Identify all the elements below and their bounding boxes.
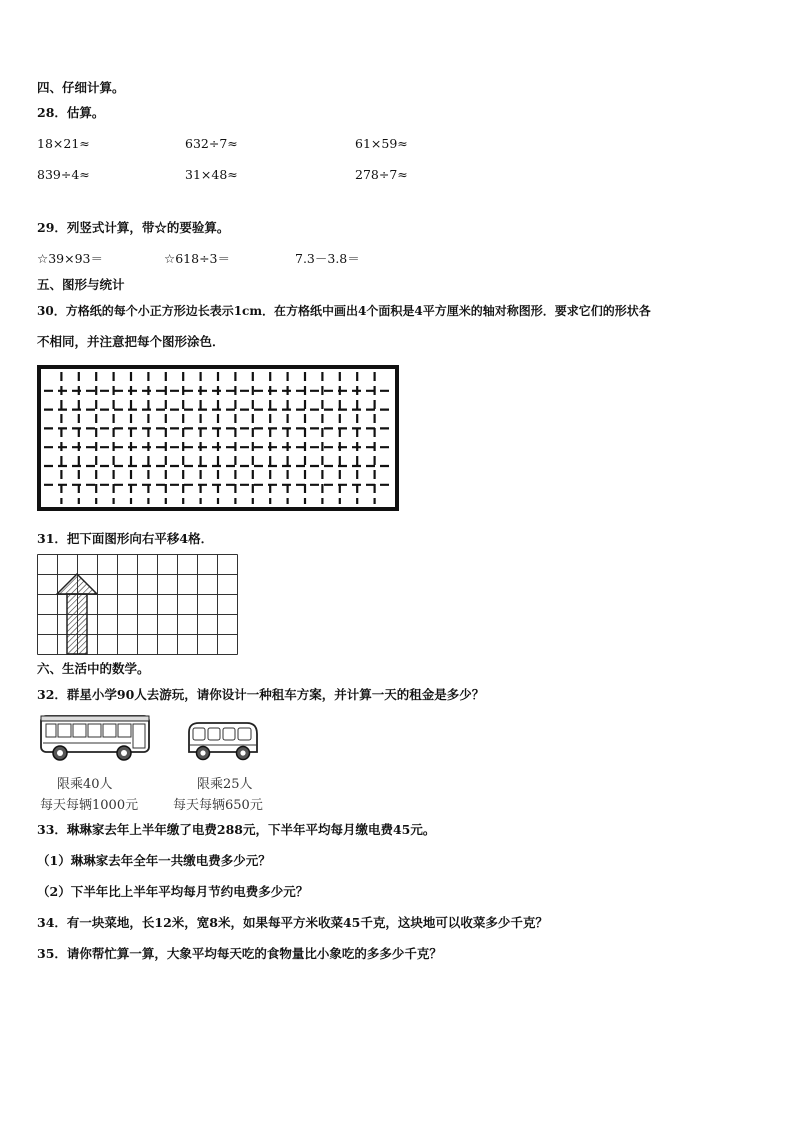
q33-sub2: （2）下半年比上半年平均每月节约电费多少元？ — [37, 884, 309, 899]
small-bus-icon — [183, 718, 261, 764]
q35-label: 35．请你帮忙算一算，大象平均每天吃的食物量比小象吃的多多少千克？ — [37, 946, 442, 961]
q28-label: 28．估算。 — [37, 105, 105, 120]
small-bus-capacity: 限乘25人 — [197, 777, 253, 792]
large-bus-price: 每天每辆1000元 — [40, 798, 139, 813]
section5-title: 五、图形与统计 — [37, 277, 125, 292]
q29-item-3: 7.3－3.8＝ — [295, 251, 360, 266]
q34-label: 34．有一块菜地，长12米，宽8米，如果每平方米收菜45千克，这块地可以收菜多少千克？ — [37, 915, 548, 930]
q28-item-1: 18×21≈ — [37, 136, 90, 151]
section4-title: 四、仔细计算。 — [37, 80, 125, 95]
section6-title: 六、生活中的数学。 — [37, 661, 150, 676]
q29-label: 29．列竖式计算，带☆的要验算。 — [37, 220, 230, 235]
large-bus-icon — [38, 712, 154, 764]
q30-line2: 不相同，并注意把每个图形涂色． — [37, 334, 225, 349]
q30-line1: 30．方格纸的每个小正方形边长表示1cm．在方格纸中画出4个面积是4平方厘米的轴对称图形．要求它们的形状各 — [37, 304, 651, 318]
dashed-grid-paper — [36, 364, 400, 512]
q28-item-6: 278÷7≈ — [355, 167, 408, 182]
q33-label: 33．琳琳家去年上半年缴了电费288元，下半年平均每月缴电费45元。 — [37, 822, 436, 837]
q28-item-2: 632÷7≈ — [185, 136, 238, 151]
q29-item-2: ☆618÷3＝ — [164, 251, 230, 266]
q33-sub1: （1）琳琳家去年全年一共缴电费多少元？ — [37, 853, 271, 868]
q28-item-4: 839÷4≈ — [37, 167, 90, 182]
q28-item-3: 61×59≈ — [355, 136, 408, 151]
translation-grid — [37, 554, 243, 658]
large-bus-capacity: 限乘40人 — [57, 777, 113, 792]
q32-label: 32．群星小学90人去游玩，请你设计一种租车方案，并计算一天的租金是多少？ — [37, 687, 485, 702]
small-bus-price: 每天每辆650元 — [173, 798, 263, 813]
q29-item-1: ☆39×93＝ — [37, 251, 103, 266]
q31-label: 31．把下面图形向右平移4格． — [37, 531, 214, 546]
q28-item-5: 31×48≈ — [185, 167, 238, 182]
